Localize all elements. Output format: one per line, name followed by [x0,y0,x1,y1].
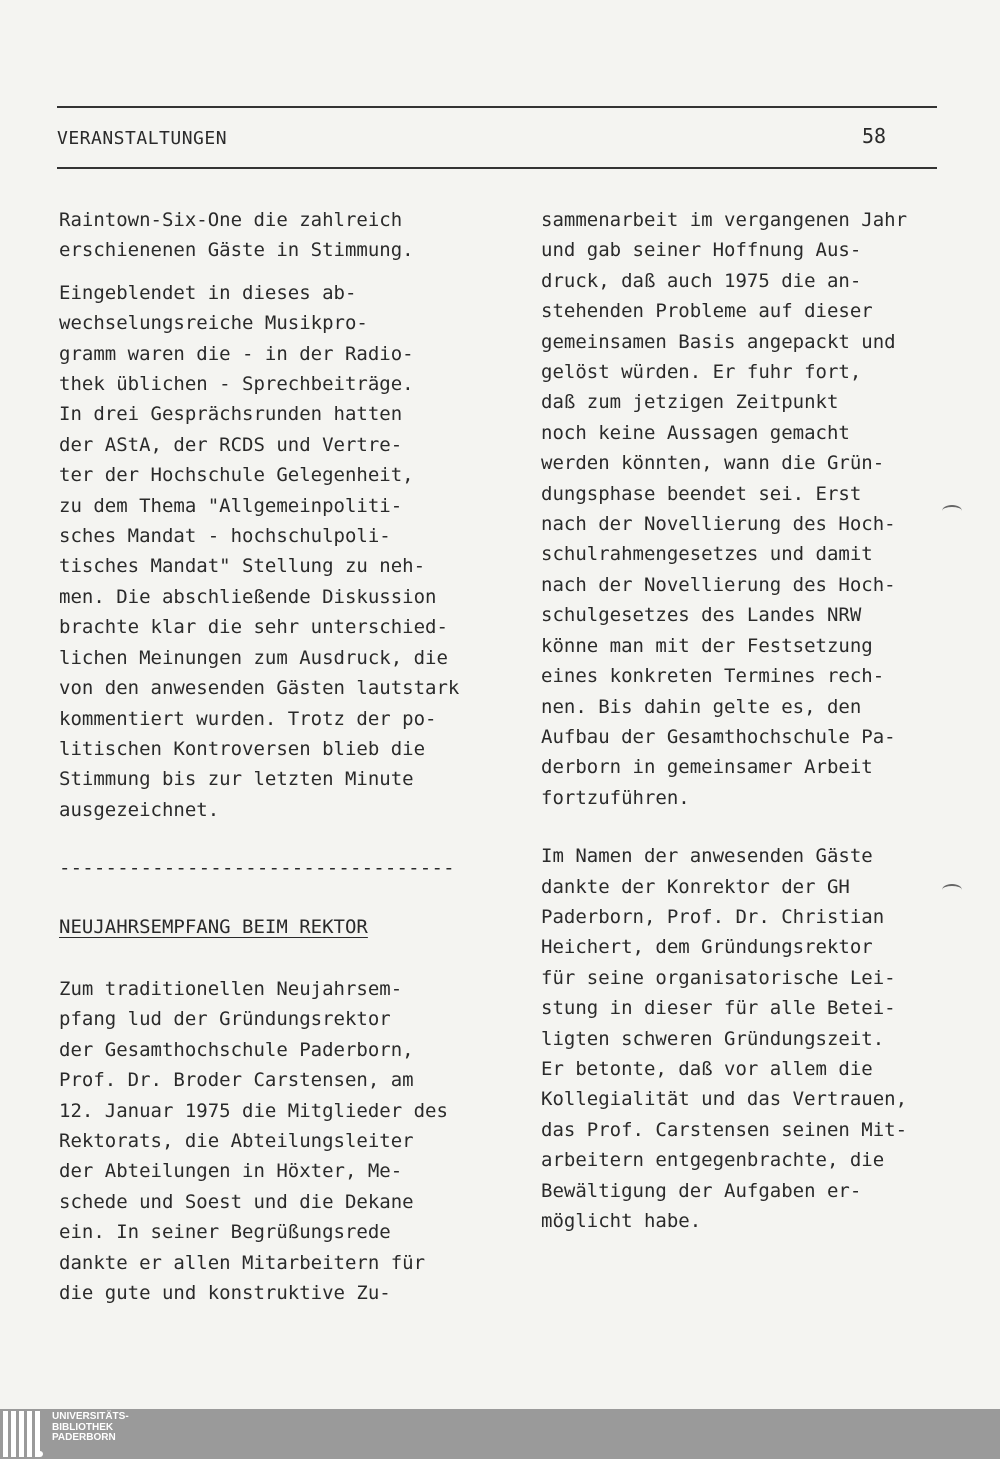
section-separator: ---------------------------------- [59,857,455,880]
logo-dot-icon [37,1451,43,1457]
library-logo-icon [3,1411,40,1457]
text-line: arbeitern entgegenbrachte, die [541,1149,885,1172]
text-line: zu dem Thema "Allgemeinpoliti- [59,494,403,517]
text-line: men. Die abschließende Diskussion [59,585,437,608]
text-line: schulgesetzes des Landes NRW [541,604,862,627]
text-line: von den anwesenden Gästen lautstark [59,677,460,700]
text-line: dankte er allen Mitarbeitern für [59,1251,426,1274]
text-line: Kollegialität und das Vertrauen, [541,1088,908,1111]
text-line: ter der Hochschule Gelegenheit, [59,464,414,487]
text-line: nach der Novellierung des Hoch- [541,513,896,536]
text-line: pfang lud der Gründungsrektor [59,1008,391,1031]
text-line: stung in dieser für alle Betei- [541,997,896,1020]
text-line: sches Mandat - hochschulpoli- [59,525,391,548]
text-line: der Abteilungen in Höxter, Me- [59,1160,403,1183]
text-line: brachte klar die sehr unterschied- [59,616,448,639]
binder-hole-mark [942,505,962,517]
text-line: der AStA, der RCDS und Vertre- [59,433,403,456]
text-line: Rektorats, die Abteilungsleiter [59,1129,414,1152]
text-line: wechselungsreiche Musikpro- [59,312,368,335]
text-line: ligten schweren Gründungszeit. [541,1027,885,1050]
text-line: schede und Soest und die Dekane [59,1190,414,1213]
text-line: Eingeblendet in dieses ab- [59,281,357,304]
text-line: nen. Bis dahin gelte es, den [541,695,862,718]
text-line: druck, daß auch 1975 die an- [541,269,862,292]
text-line: thek üblichen - Sprechbeiträge. [59,373,414,396]
text-line: Zum traditionellen Neujahrsem- [59,977,403,1000]
text-line: Stimmung bis zur letzten Minute [59,768,414,791]
text-line: gelöst würden. Er fuhr fort, [541,361,862,384]
text-line: lichen Meinungen zum Ausdruck, die [59,646,448,669]
logo-line: PADERBORN [52,1432,116,1443]
text-line: litischen Kontroversen blieb die [59,737,426,760]
text-line: und gab seiner Hoffnung Aus- [541,239,862,262]
paragraph-left-2 [59,278,499,825]
text-line: In drei Gesprächsrunden hatten [59,403,403,426]
text-line: 12. Januar 1975 die Mitglieder des [59,1099,448,1122]
footer-bar [0,1409,1000,1459]
text-line: Heichert, dem Gründungsrektor [541,936,873,959]
text-line: Bewältigung der Aufgaben er- [541,1179,862,1202]
section-heading: NEUJAHRSEMPFANG BEIM REKTOR [59,915,368,938]
text-line: nach der Novellierung des Hoch- [541,573,896,596]
text-line: fortzuführen. [541,786,690,809]
text-line: dungsphase beendet sei. Erst [541,482,862,505]
library-logo-text [52,1412,129,1444]
header-top-rule [57,106,937,108]
section-title: VERANSTALTUNGEN [57,128,228,149]
logo-line: UNIVERSITÄTS- [52,1411,129,1422]
paragraph-right-1 [541,205,951,813]
page-number: 58 [862,124,887,148]
text-line: Im Namen der anwesenden Gäste [541,845,873,868]
text-line: noch keine Aussagen gemacht [541,421,850,444]
text-line: eines konkreten Termines rech- [541,665,885,688]
text-line: könne man mit der Festsetzung [541,634,873,657]
binder-hole-mark [942,884,962,896]
left-column [59,205,499,1308]
text-line: möglicht habe. [541,1210,702,1232]
text-line: Prof. Dr. Broder Carstensen, am [59,1069,414,1092]
text-line: ein. In seiner Begrüßungsrede [59,1221,391,1244]
text-line: Aufbau der Gesamthochschule Pa- [541,725,896,748]
paragraph-left-1 [59,205,499,266]
text-line: daß zum jetzigen Zeitpunkt [541,391,839,414]
text-line: Paderborn, Prof. Dr. Christian [541,905,885,928]
text-line: tisches Mandat" Stellung zu neh- [59,555,426,578]
text-line: derborn in gemeinsamer Arbeit [541,756,873,779]
text-line: für seine organisatorische Lei- [541,966,896,989]
text-line: Raintown-Six-One die zahlreich [59,209,403,231]
text-line: das Prof. Carstensen seinen Mit- [541,1118,908,1141]
text-line: kommentiert wurden. Trotz der po- [59,707,437,730]
text-line: erschienenen Gäste in Stimmung. [59,239,414,262]
text-line: ausgezeichnet. [59,798,220,821]
text-line: gemeinsamen Basis angepackt und [541,330,896,353]
text-line: sammenarbeit im vergangenen Jahr [541,209,908,231]
header-bottom-rule [57,167,937,169]
text-line: Er betonte, daß vor allem die [541,1057,873,1080]
text-line: dankte der Konrektor der GH [541,875,850,898]
text-line: schulrahmengesetzes und damit [541,543,873,566]
text-line: die gute und konstruktive Zu- [59,1282,391,1304]
text-line: der Gesamthochschule Paderborn, [59,1038,414,1061]
text-line: stehenden Probleme auf dieser [541,300,873,323]
logo-line: BIBLIOTHEK [52,1421,114,1433]
paragraph-right-2 [541,841,951,1236]
paragraph-left-3 [59,974,499,1308]
text-line: werden könnten, wann die Grün- [541,452,885,475]
text-line: gramm waren die - in der Radio- [59,342,414,365]
right-column [541,205,951,1236]
